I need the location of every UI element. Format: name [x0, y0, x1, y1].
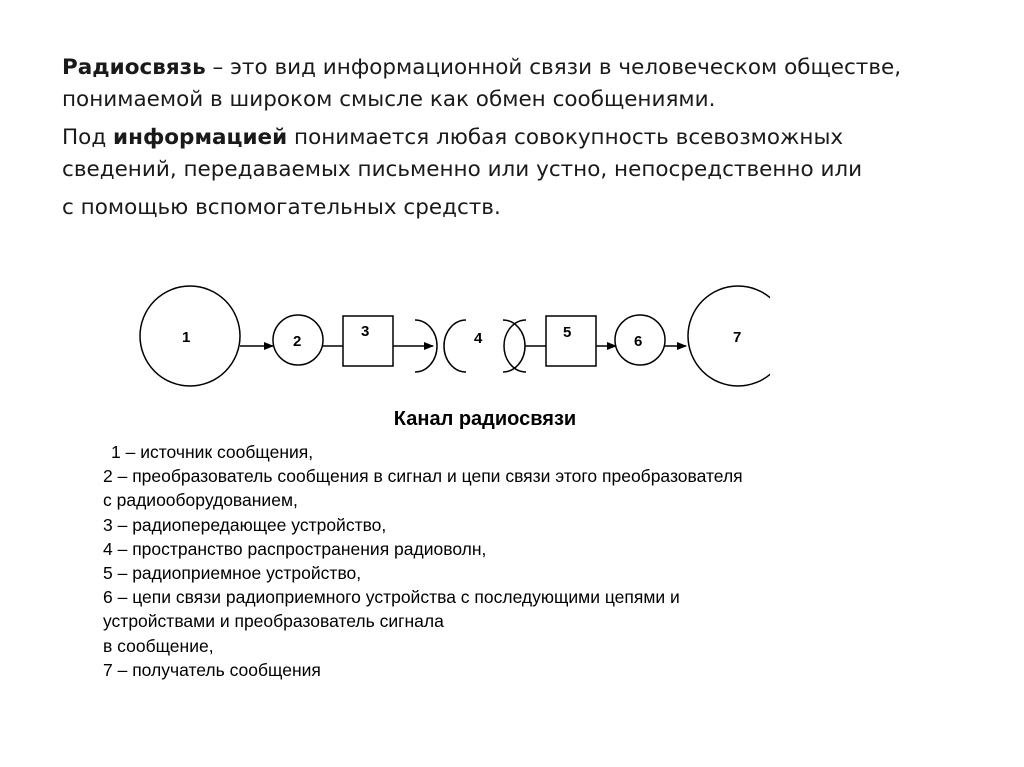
legend-item: 2 – преобразователь сообщения в сигнал и цепи связи этого преобразователя — [103, 466, 743, 487]
label-5: 5 — [563, 324, 572, 341]
intro-p2-line1: понимается любая совокупность всевозможных — [287, 125, 844, 150]
term-informatsiya: информацией — [113, 125, 288, 150]
legend-item: 3 – радиопередающее устройство, — [103, 514, 387, 535]
legend-item: 4 – пространство распространения радиоволн, — [103, 538, 487, 559]
intro-p2-prefix: Под — [62, 125, 114, 150]
label-6: 6 — [634, 333, 643, 350]
intro-paragraph-2 — [62, 122, 982, 224]
legend-item: 1 – источник сообщения, — [111, 442, 314, 462]
intro-p2-line2: сведений, передаваемых письменно или устно, непосредственно или — [62, 157, 863, 182]
radio-wave-4 — [504, 320, 526, 372]
intro-p1-line2: понимаемой в широком смысле как обмен сообщениями. — [62, 87, 716, 112]
label-7: 7 — [733, 329, 742, 346]
radio-wave-3 — [503, 320, 525, 372]
legend-item: в сообщение, — [103, 635, 214, 656]
term-radiosvyaz: Радиосвязь — [62, 55, 206, 80]
radio-channel-diagram — [130, 280, 770, 400]
intro-p1-line1: – это вид информационной связи в человеческом обществе, — [205, 55, 902, 80]
legend-item: 6 – цепи связи радиоприемного устройства с последующими цепями и — [103, 587, 680, 608]
legend-item: с радиооборудованием, — [103, 490, 298, 511]
legend-item: устройствами и преобразователь сигнала — [103, 611, 444, 632]
radio-wave-2 — [444, 320, 466, 372]
intro-p2-line3: с помощью вспомогательных средств. — [62, 195, 501, 220]
legend-item: 7 – получатель сообщения — [103, 659, 321, 680]
label-2: 2 — [293, 333, 302, 350]
diagram-caption: Канал радиосвязи — [393, 408, 577, 430]
label-1: 1 — [182, 329, 191, 346]
legend-item: 5 – радиоприемное устройство, — [103, 563, 362, 584]
label-4: 4 — [474, 330, 483, 347]
legend-list — [103, 440, 963, 682]
intro-paragraph-1 — [62, 52, 982, 116]
intro-text — [62, 52, 982, 224]
recipient-circle — [688, 286, 770, 386]
label-3: 3 — [361, 323, 370, 340]
